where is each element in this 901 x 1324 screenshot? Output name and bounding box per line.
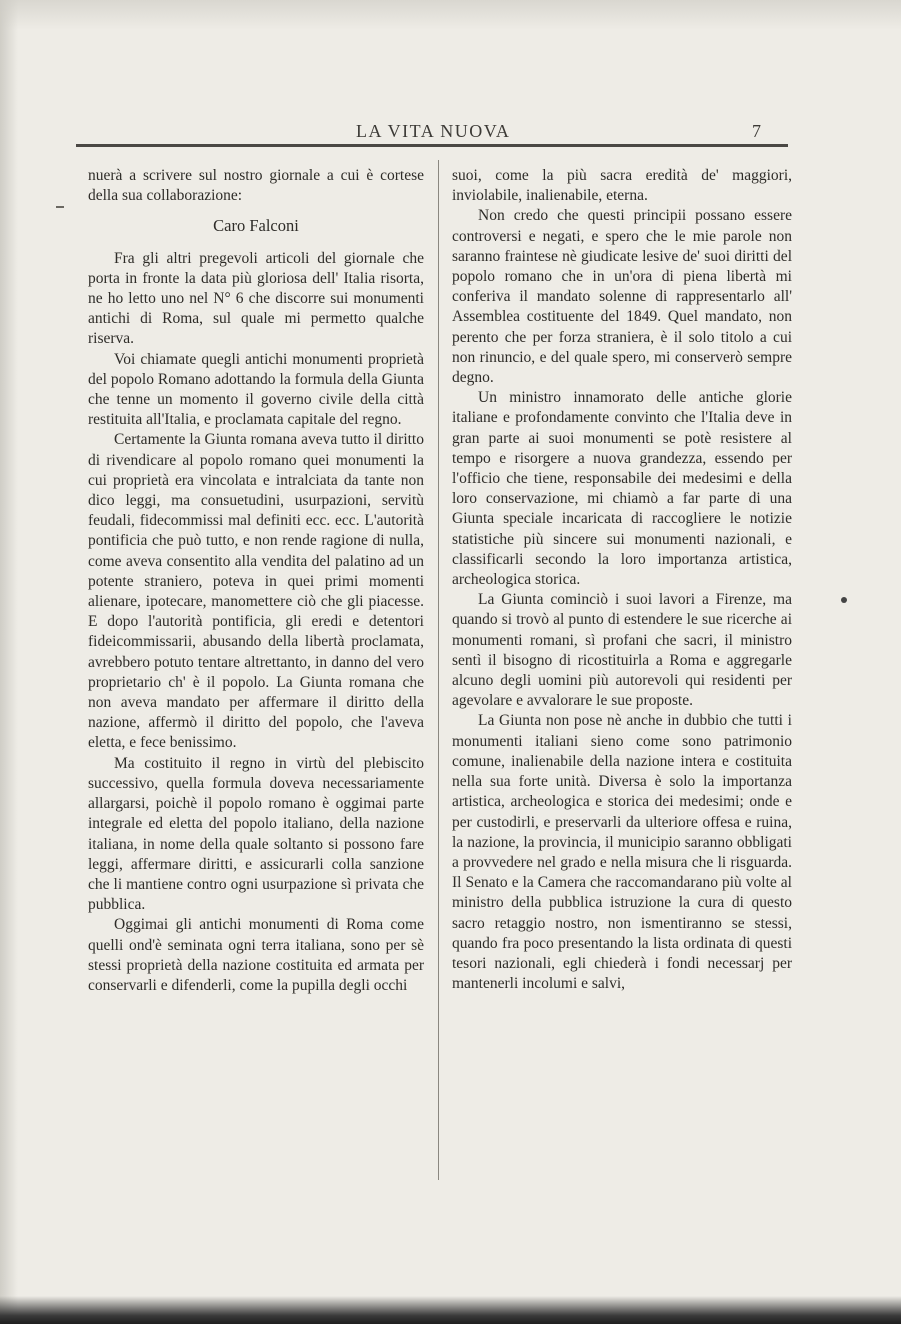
header-rule (76, 144, 788, 147)
paragraph: Fra gli altri pregevoli articoli del giornale che porta in fronte la data più gloriosa dell' Italia risorta, ne ho letto uno nel N° 6 che discorre sui monumenti antichi di Roma, sul quale mi permetto qualche riserva. (88, 249, 424, 348)
journal-title: LA VITA NUOVA (356, 121, 511, 141)
paragraph: Voi chiamate quegli antichi monumenti proprietà del popolo Romano adottando la formula della Giunta che tenne un momento il governo civile della città restituita all'Italia, e proclamata capitale del regno. (88, 350, 424, 429)
paragraph: Un ministro innamorato delle antiche glorie italiane e profondamente convinto che l'Italia deve in gran parte ai suoi monumenti se potè resistere al tempo e risorgere a nuova grandezza, essendo per l'officio che tiene, responsabile dei medesimi e della loro conservazione, mi chiamò a far parte di una Giunta speciale incaricata di raccogliere le notizie statistiche più sincere sui monumenti nazionali, e classificarli secondo la loro importanza artistica, archeologica storica. (452, 389, 792, 589)
column-divider (438, 160, 439, 1180)
scan-shadow-bottom (0, 1296, 901, 1324)
scan-shadow-left (0, 0, 18, 1324)
paragraph: Ma costituito il regno in virtù del plebiscito successivo, quella formula doveva necessariamente allargarsi, poichè il popolo romano è oggimai parte integrale ed eletta del popolo italiano, della nazione italiana, in nome della quale soltanto si possono fare leggi, affermare diritti, e assicurarli colla sanzione che li mantiene contro ogni usurpazione sì privata che pubblica. (88, 754, 424, 914)
ink-spot (841, 597, 847, 603)
right-column (452, 166, 792, 994)
paragraph: suoi, come la più sacra eredità de' maggiori, inviolabile, inalienabile, eterna. (452, 167, 792, 205)
scan-shadow-top (0, 0, 901, 30)
paragraph: La Giunta non pose nè anche in dubbio che tutti i monumenti italiani sieno come sono patrimonio comune, inalienabile della nazione intera e costituita nella sua forte unità. Diversa è solo la importanza artistica, archeologica e storica dei medesimi; onde e per custodirli, e preservarli da ulteriore offesa e ruina, la nazione, la provincia, il municipio saranno obbligati a provvedere nel grado e nella misura che li risguarda. Il Senato e la Camera che raccomandarano più volte al ministro della pubblica istruzione la cura di questo sacro retaggio nostro, non ismentiranno se stessi, quando fra poco presentando la lista ordinata di questi tesori nazionali, egli chiederà i fondi necessarj per mantenerli incolumi e salvi, (452, 712, 792, 993)
paragraph: Non credo che questi principii possano essere controversi e negati, e spero che le mie parole non saranno fraintese nè giudicate lesive de' suoi diritti del popolo romano che in un'ora di piena libertà mi conferiva il mandato solenne di rappresentarlo all' Assemblea costituente del 1849. Quel mandato, non perento che per forza straniera, è il solo titolo a cui non rinuncio, e del quale spero, mi conserverò sempre degno. (452, 207, 792, 387)
intro-text: nuerà a scrivere sul nostro giornale a cui è cortese della sua collaborazione: (88, 167, 424, 205)
left-column (88, 166, 424, 996)
page-number: 7 (752, 121, 761, 141)
paragraph: La Giunta cominciò i suoi lavori a Firenze, ma quando si trovò al punto di estendere le sue ricerche ai monumenti romani, sì profani che sacri, il ministro sentì il bisogno di ricostituirla a Roma e aggregarle alcuno degli uomini più autorevoli qui residenti per agevolare e avvalorare le sue proposte. (452, 591, 792, 710)
paragraph: Certamente la Giunta romana aveva tutto il diritto di rivendicare al popolo romano quei monumenti la cui proprietà era vincolata e intralciata da tante non dico leggi, ma consuetudini, usurpazioni, servitù feudali, fidecommissi mal definiti ecc. ecc. L'autorità pontificia che può tutto, e non rende ragione di nulla, come aveva consentito alla vendita del palatino ad un potente straniero, poteva in quei primi momenti alienare, ipotecare, manomettere ciò che gli piacesse. E dopo l'autorità pontificia, gli eredi e detentori fideicommissarii, abusando della libertà proclamata, avrebbero potuto tentare altrettanto, in danno del vero proprietario ch' è il popolo. La Giunta romana che non aveva mandato per affermare il diritto della nazione, affermò il diritto del popolo, che l'aveva eletta, e fece benissimo. (88, 431, 424, 752)
margin-mark (56, 206, 64, 208)
salutation: Caro Falconi (213, 216, 299, 236)
paragraph: Oggimai gli antichi monumenti di Roma come quelli ond'è seminata ogni terra italiana, sono per sè stessi proprietà della nazione costituita ed armata per conservarli e difenderli, come la pupilla degli occhi (88, 916, 424, 994)
running-header (88, 118, 788, 146)
